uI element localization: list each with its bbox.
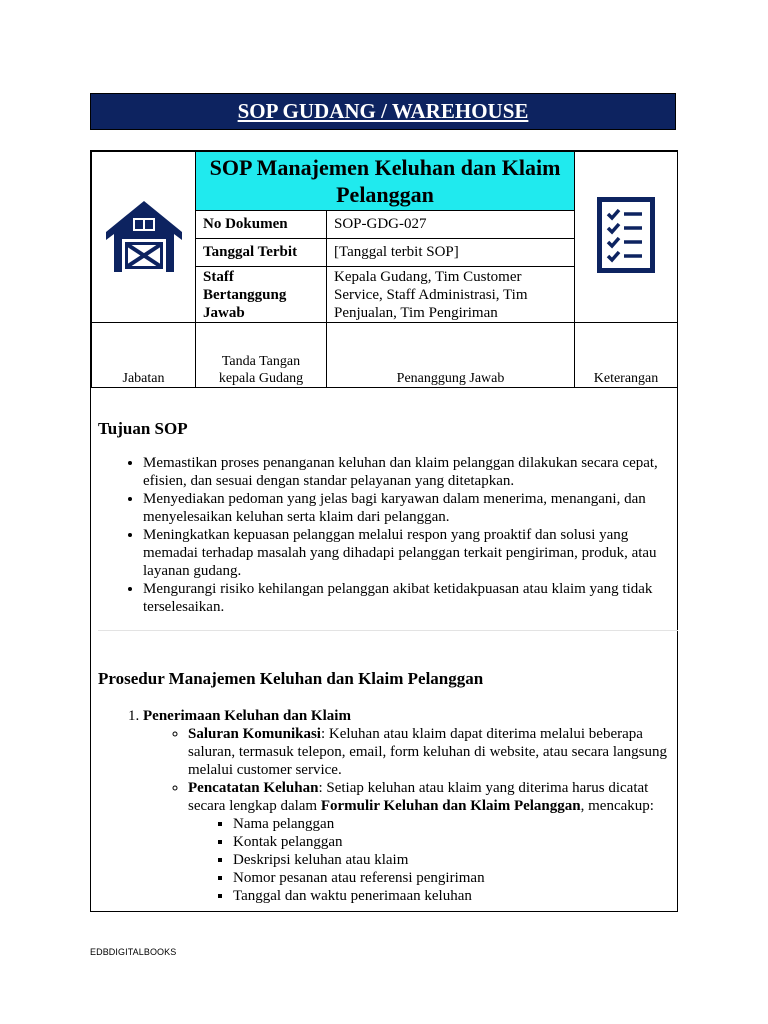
right-icon-cell — [575, 152, 678, 323]
prosedur-heading: Prosedur Manajemen Keluhan dan Klaim Pelanggan — [98, 669, 484, 688]
saluran-text: : Keluhan atau klaim dapat diterima melalui beberapa saluran, termasuk telepon, email, form keluhan di website, atau secara langsung melalui customer service. — [188, 726, 668, 778]
header-table — [91, 151, 678, 388]
step-item — [143, 707, 678, 905]
tujuan-list — [98, 454, 678, 616]
sig-tanda-tangan: Tanda Tangan kepala Gudang — [196, 323, 327, 388]
section-divider — [98, 630, 678, 631]
pencatatan-label: Pencatatan Keluhan — [188, 780, 319, 796]
step1-title: Penerimaan Keluhan dan Klaim — [143, 708, 351, 724]
staff-label: Staff Bertanggung Jawab — [196, 267, 327, 323]
left-icon-cell — [92, 152, 196, 323]
step1-sublist — [143, 725, 678, 905]
no-dokumen-label: No Dokumen — [196, 211, 327, 239]
list-item: • Memastikan proses penanganan keluhan dan klaim pelanggan dilakukan secara cepat, efisien, dan sesuai dengan standar pelayanan yang ditetapkan. — [143, 454, 678, 490]
list-item — [188, 779, 678, 905]
list-item — [188, 725, 678, 779]
staff-value: Kepala Gudang, Tim Customer Service, Staff Administrasi, Tim Penjualan, Tim Pengiriman — [327, 267, 575, 323]
prosedur-steps — [98, 707, 678, 905]
doc-title: SOP Manajemen Keluhan dan Klaim Pelanggan — [196, 152, 575, 211]
list-item: • Meningkatkan kepuasan pelanggan melalui respon yang proaktif dan solusi yang memadai terhadap masalah yang dihadapi pelanggan terkait pengiriman, produk, atau layanan gudang. — [143, 526, 678, 580]
tujuan-heading: Tujuan SOP — [98, 419, 188, 438]
pencatatan-text: : Setiap keluhan atau klaim yang diterima harus dicatat secara lengkap dalam — [188, 780, 649, 814]
document-content — [98, 419, 678, 905]
tanggal-label: Tanggal Terbit — [196, 239, 327, 267]
list-item: • Menyediakan pedoman yang jelas bagi karyawan dalam menerima, menangani, dan menyelesaikan keluhan serta klaim dari pelanggan. — [143, 490, 678, 526]
list-item: ▪ Nomor pesanan atau referensi pengiriman — [233, 869, 678, 887]
list-item: ▪ Tanggal dan waktu penerimaan keluhan — [233, 887, 678, 905]
checklist-icon — [595, 195, 657, 275]
saluran-label: Saluran Komunikasi — [188, 726, 321, 742]
document-frame — [90, 150, 678, 912]
banner-title: SOP GUDANG / WAREHOUSE — [237, 99, 529, 123]
mencakup-text: , mencakup: — [580, 798, 654, 814]
list-item: • Mengurangi risiko kehilangan pelanggan akibat ketidakpuasan atau klaim yang tidak terselesaikan. — [143, 580, 678, 616]
tanggal-value: [Tanggal terbit SOP] — [327, 239, 575, 267]
list-item: ▪ Kontak pelanggan — [233, 833, 678, 851]
sig-penanggung: Penanggung Jawab — [327, 323, 575, 388]
formulir-name: Formulir Keluhan dan Klaim Pelanggan — [320, 798, 581, 814]
footer-brand: EDBDIGITALBOOKS — [90, 947, 177, 957]
sig-keterangan: Keterangan — [575, 323, 678, 388]
list-item: ▪ Deskripsi keluhan atau klaim — [233, 851, 678, 869]
list-item: ▪ Nama pelanggan — [233, 815, 678, 833]
sig-jabatan: Jabatan — [92, 323, 196, 388]
fields-list — [188, 815, 678, 905]
document-banner — [90, 93, 676, 130]
no-dokumen-value: SOP-GDG-027 — [327, 211, 575, 239]
warehouse-barn-icon — [102, 196, 186, 274]
